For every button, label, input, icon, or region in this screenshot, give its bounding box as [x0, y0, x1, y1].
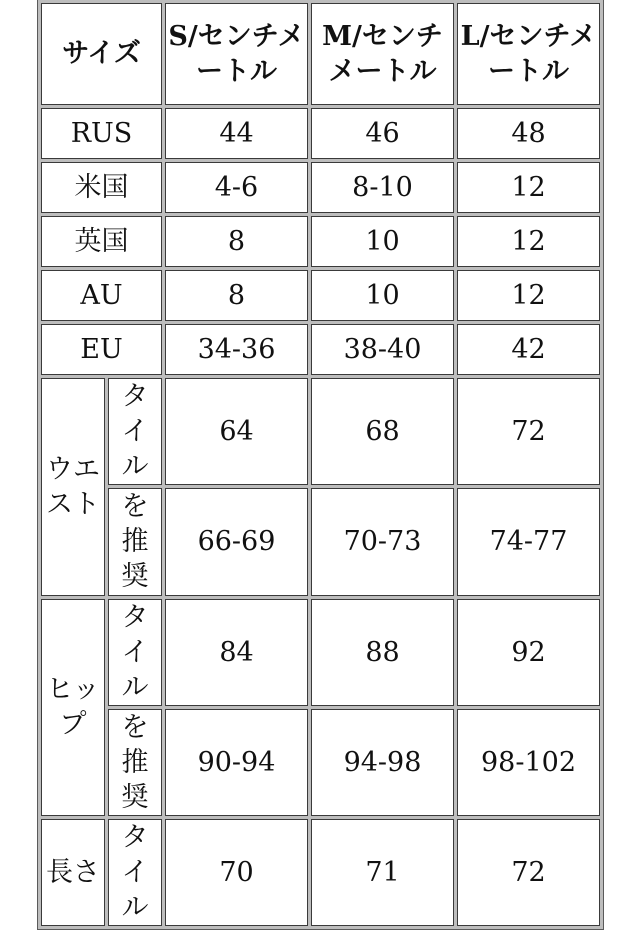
cell-eu-s: 34-36	[165, 324, 308, 375]
cell-hip-tile-s: 84	[165, 599, 308, 706]
table-row	[41, 599, 600, 706]
table-row	[41, 270, 600, 321]
header-m-cm: M/センチメートル	[311, 3, 454, 105]
cell-rus-l: 48	[457, 108, 600, 159]
cell-uk-m: 10	[311, 216, 454, 267]
sublabel-hip-recommended: を推奨	[108, 709, 162, 816]
cell-rus-s: 44	[165, 108, 308, 159]
table-row	[41, 324, 600, 375]
sublabel-hip-tile: タイル	[108, 599, 162, 706]
cell-length-tile-s: 70	[165, 819, 308, 926]
row-label-hip: ヒップ	[41, 599, 105, 817]
cell-waist-rec-l: 74-77	[457, 488, 600, 595]
cell-length-tile-m: 71	[311, 819, 454, 926]
row-label-rus: RUS	[41, 108, 162, 159]
table-row	[41, 819, 600, 926]
table-row	[41, 488, 600, 595]
header-size-label: サイズ	[41, 3, 162, 105]
cell-rus-m: 46	[311, 108, 454, 159]
cell-hip-rec-m: 94-98	[311, 709, 454, 816]
cell-hip-tile-m: 88	[311, 599, 454, 706]
cell-eu-m: 38-40	[311, 324, 454, 375]
row-label-us: 米国	[41, 162, 162, 213]
row-label-waist: ウエスト	[41, 378, 105, 596]
cell-waist-tile-l: 72	[457, 378, 600, 485]
cell-us-l: 12	[457, 162, 600, 213]
cell-au-s: 8	[165, 270, 308, 321]
table-row	[41, 216, 600, 267]
cell-uk-s: 8	[165, 216, 308, 267]
cell-waist-tile-s: 64	[165, 378, 308, 485]
cell-hip-rec-l: 98-102	[457, 709, 600, 816]
row-label-eu: EU	[41, 324, 162, 375]
sublabel-waist-tile: タイル	[108, 378, 162, 485]
table-row	[41, 709, 600, 816]
cell-au-m: 10	[311, 270, 454, 321]
row-label-length: 長さ	[41, 819, 105, 926]
cell-waist-rec-m: 70-73	[311, 488, 454, 595]
cell-length-tile-l: 72	[457, 819, 600, 926]
table-row	[41, 162, 600, 213]
row-label-uk: 英国	[41, 216, 162, 267]
table-row	[41, 108, 600, 159]
size-chart-table	[37, 0, 604, 930]
header-l-cm: L/センチメートル	[457, 3, 600, 105]
cell-hip-rec-s: 90-94	[165, 709, 308, 816]
cell-us-s: 4-6	[165, 162, 308, 213]
header-row	[41, 3, 600, 105]
cell-au-l: 12	[457, 270, 600, 321]
cell-uk-l: 12	[457, 216, 600, 267]
cell-waist-rec-s: 66-69	[165, 488, 308, 595]
cell-us-m: 8-10	[311, 162, 454, 213]
header-s-cm: S/センチメートル	[165, 3, 308, 105]
sublabel-length-tile: タイル	[108, 819, 162, 926]
cell-hip-tile-l: 92	[457, 599, 600, 706]
sublabel-waist-recommended: を推奨	[108, 488, 162, 595]
cell-waist-tile-m: 68	[311, 378, 454, 485]
row-label-au: AU	[41, 270, 162, 321]
cell-eu-l: 42	[457, 324, 600, 375]
table-row	[41, 378, 600, 485]
